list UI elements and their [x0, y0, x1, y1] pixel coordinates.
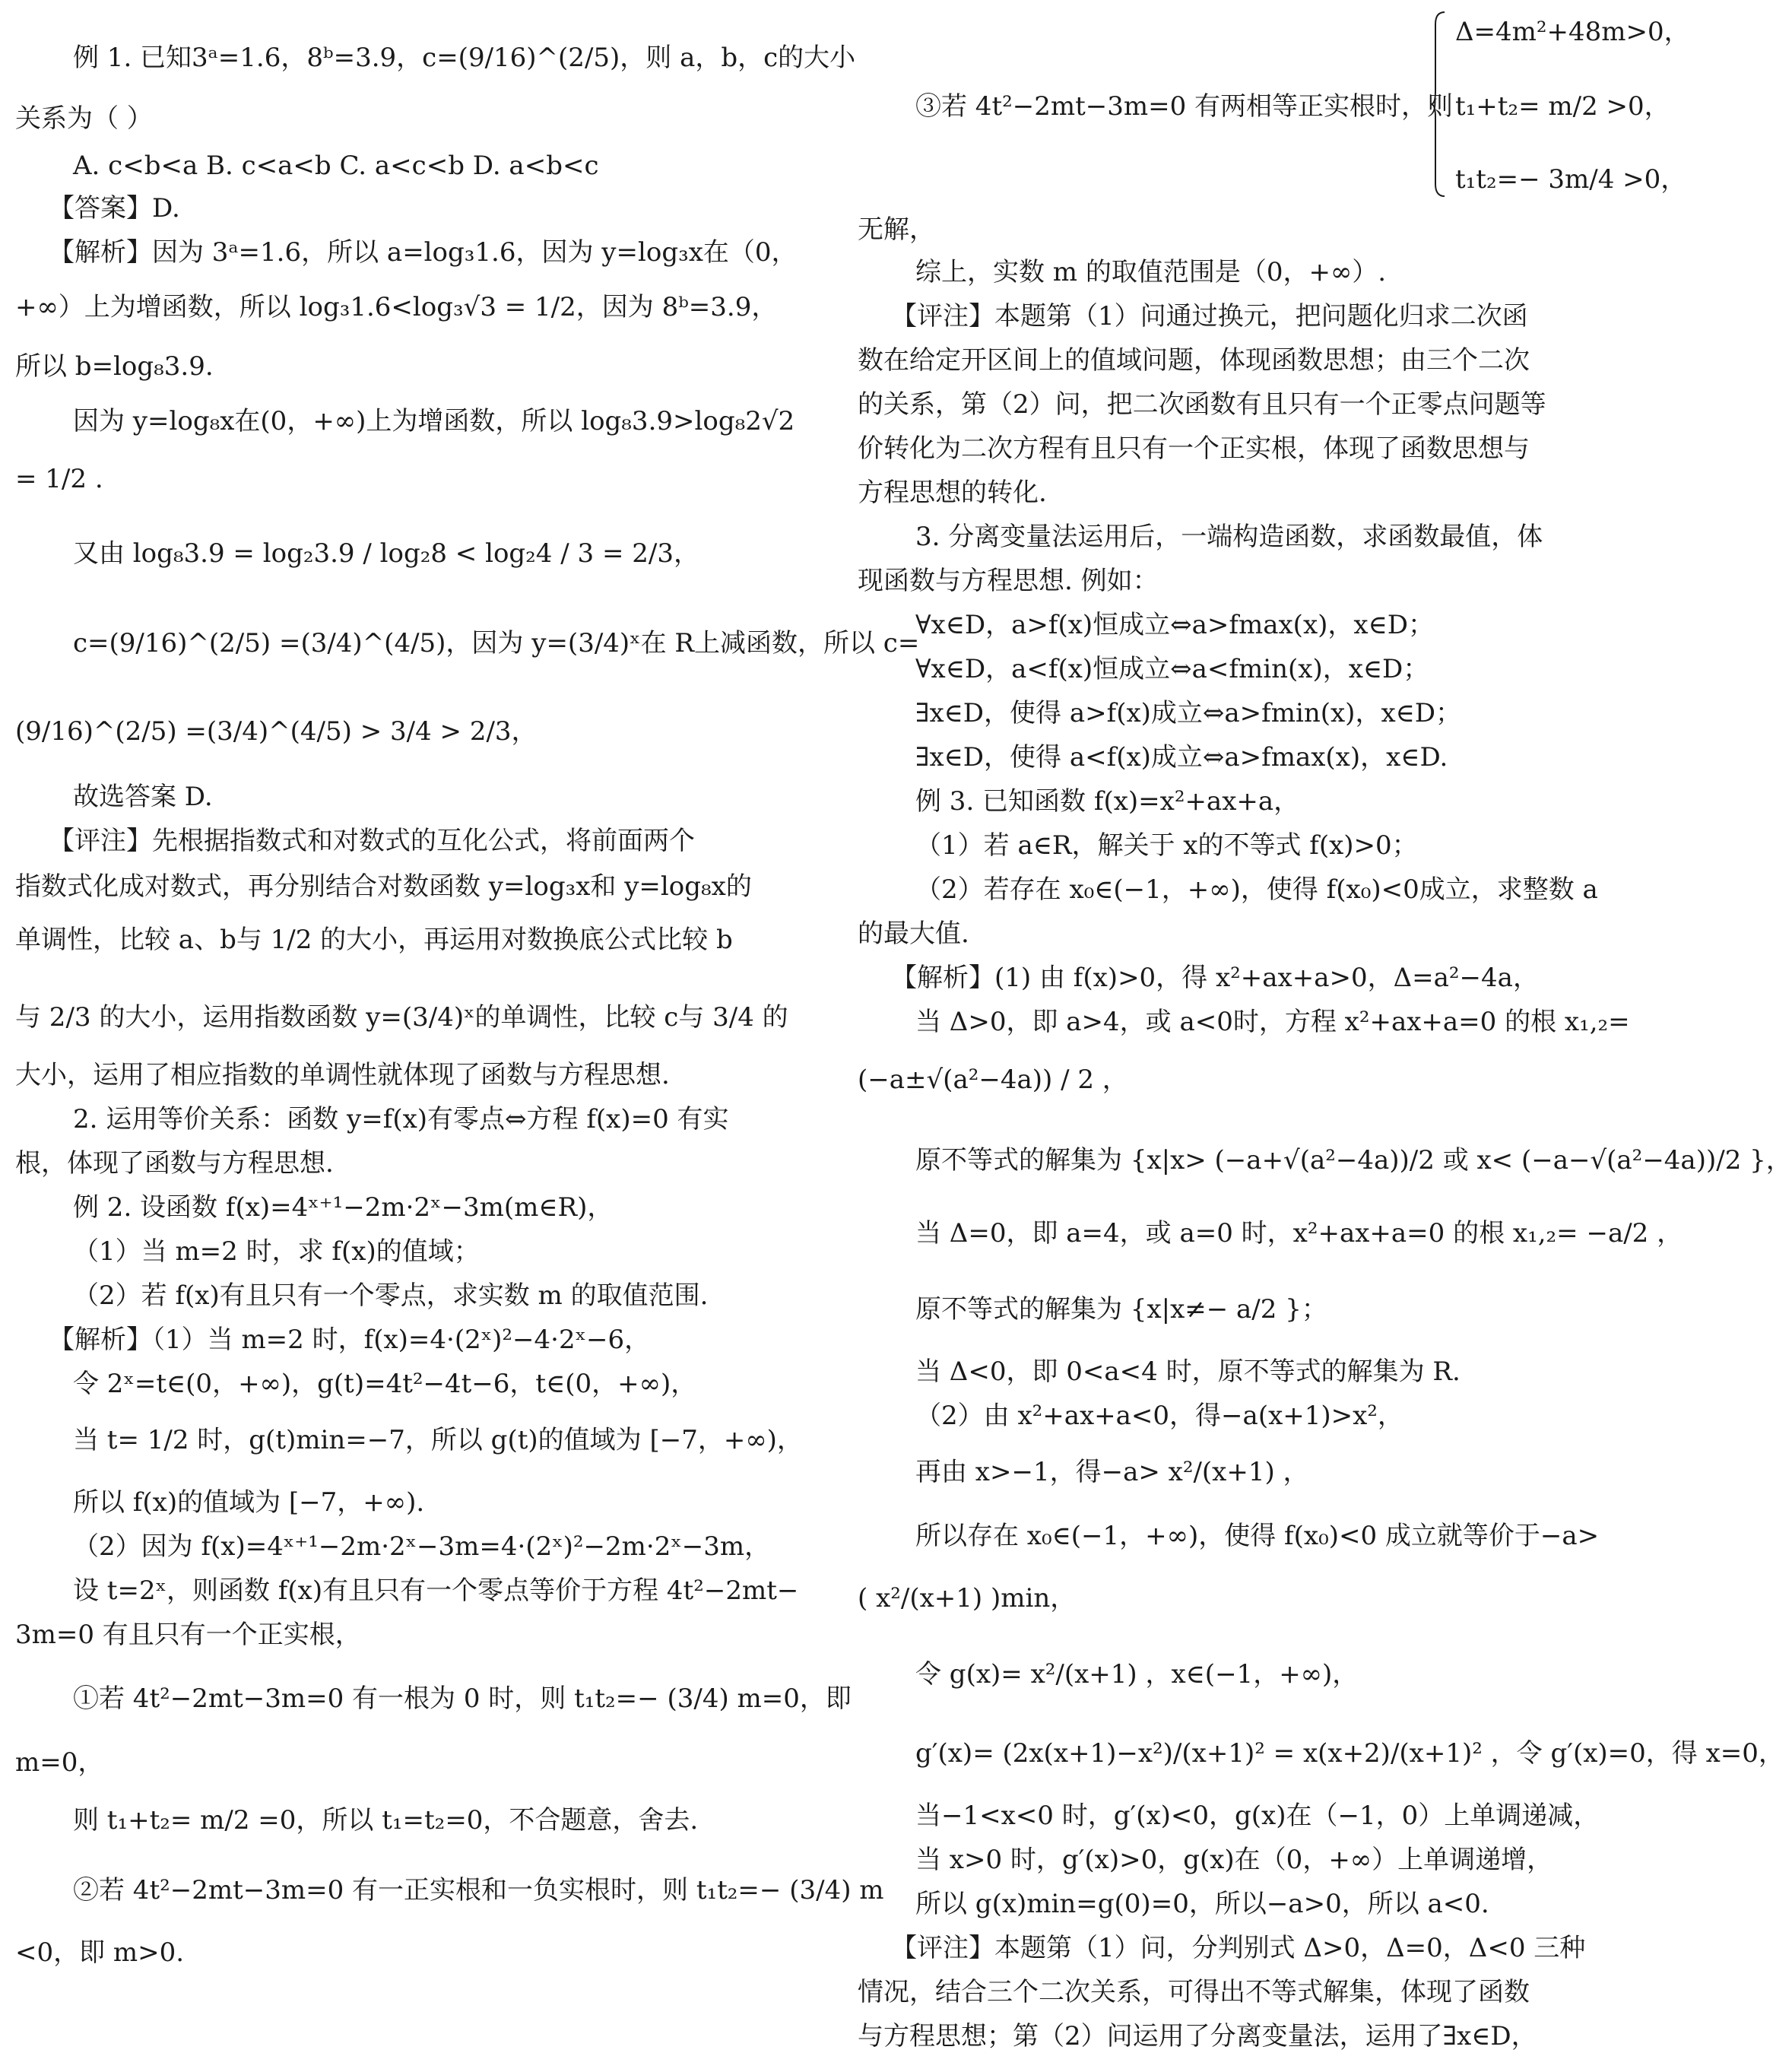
right-line-33: g′(x)= (2x(x+1)−x²)/(x+1)² = x(x+2)/(x+1)² ，令 g′(x)=0，得 x=0，	[915, 1738, 1784, 1769]
right-line-29: 再由 x>−1，得−a> x²/(x+1) ，	[915, 1457, 1309, 1487]
left-line-4: 【解析】因为 3ᵃ=1.6，所以 a=log₃1.6，因为 y=log₃x在（0，	[49, 237, 798, 268]
right-line-4: 无解，	[858, 214, 935, 245]
right-line-9: 价转化为二次方程有且只有一个正实根，体现了函数思想与	[858, 433, 1530, 464]
left-line-24: 令 2ˣ=t∈(0，+∞)，g(t)=4t²−4t−6，t∈(0，+∞)，	[73, 1369, 697, 1399]
right-line-36: 所以 g(x)min=g(0)=0，所以−a>0，所以 a<0.	[915, 1889, 1489, 1919]
left-line-21: （1）当 m=2 时，求 f(x)的值域；	[73, 1236, 480, 1267]
left-line-3: 【答案】D.	[49, 193, 180, 224]
right-line-34: 当−1<x<0 时，g′(x)<0，g(x)在（−1，0）上单调递减，	[915, 1801, 1600, 1831]
right-line-11: 3. 分离变量法运用后，一端构造函数，求函数最值，体	[915, 522, 1543, 552]
right-line-21: 【解析】(1) 由 f(x)>0，得 x²+ax+a>0，Δ=a²−4a，	[891, 963, 1539, 993]
right-line-14: ∀x∈D，a<f(x)恒成立⇔a<fmin(x)，x∈D；	[915, 654, 1429, 684]
left-line-13: 【评注】先根据指数式和对数式的互化公式，将前面两个	[49, 826, 695, 856]
left-line-29: 3m=0 有且只有一个正实根，	[15, 1620, 361, 1650]
left-line-30: ①若 4t²−2mt−3m=0 有一根为 0 时，则 t₁t₂=− (3/4) m=0，即	[73, 1683, 852, 1714]
right-line-12: 现函数与方程思想. 例如：	[858, 566, 1159, 596]
left-line-16: 与 2/3 的大小，运用指数函数 y=(3/4)ˣ的单调性，比较 c与 3/4 的	[15, 1002, 788, 1033]
left-line-1: 关系为（ ）	[15, 103, 153, 134]
right-line-28: （2）由 x²+ax+a<0，得−a(x+1)>x²，	[915, 1401, 1403, 1431]
right-line-1: ③若 4t²−2mt−3m=0 有两相等正实根时，则	[915, 91, 1454, 122]
right-line-27: 当 Δ<0，即 0<a<4 时，原不等式的解集为 R.	[915, 1357, 1461, 1387]
left-line-12: 故选答案 D.	[73, 782, 213, 812]
left-line-20: 例 2. 设函数 f(x)=4ˣ⁺¹−2m·2ˣ−3m(m∈R)，	[73, 1192, 614, 1223]
right-line-2: t₁+t₂= m/2 >0，	[1455, 91, 1670, 122]
left-line-8: = 1/2 .	[15, 464, 103, 494]
right-line-24: 原不等式的解集为 {x|x> (−a+√(a²−4a))/2 或 x< (−a−√(a²−4a))/2 }，	[915, 1145, 1792, 1176]
left-line-26: 所以 f(x)的值域为 [−7，+∞).	[73, 1487, 425, 1518]
left-line-6: 所以 b=log₈3.9.	[15, 351, 214, 382]
right-line-18: （1）若 a∈R，解关于 x的不等式 f(x)>0；	[915, 830, 1418, 861]
left-line-0: 例 1. 已知3ᵃ=1.6，8ᵇ=3.9，c=(9/16)^(2/5)，则 a，b，c的大小	[73, 43, 856, 73]
right-line-3: t₁t₂=− 3m/4 >0，	[1455, 164, 1687, 195]
right-line-19: （2）若存在 x₀∈(−1，+∞)，使得 f(x₀)<0成立，求整数 a	[915, 874, 1598, 905]
right-line-30: 所以存在 x₀∈(−1，+∞)，使得 f(x₀)<0 成立就等价于−a>	[915, 1521, 1600, 1551]
right-line-7: 数在给定开区间上的值域问题，体现函数思想；由三个二次	[858, 345, 1530, 376]
left-line-11: (9/16)^(2/5) =(3/4)^(4/5) > 3/4 > 2/3，	[15, 716, 538, 747]
right-line-6: 【评注】本题第（1）问通过换元，把问题化归求二次函	[891, 301, 1528, 332]
right-line-22: 当 Δ>0，即 a>4，或 a<0时，方程 x²+ax+a=0 的根 x₁,₂=	[915, 1007, 1630, 1037]
right-line-0: Δ=4m²+48m>0，	[1455, 17, 1690, 47]
right-line-26: 原不等式的解集为 {x|x≠− a/2 }；	[915, 1294, 1327, 1325]
right-line-8: 的关系，第（2）问，把二次函数有且只有一个正零点问题等	[858, 389, 1546, 420]
right-line-32: 令 g(x)= x²/(x+1) ，x∈(−1，+∞)，	[915, 1659, 1359, 1690]
right-line-16: ∃x∈D，使得 a<f(x)成立⇔a>fmax(x)，x∈D.	[915, 742, 1448, 773]
right-line-35: 当 x>0 时，g′(x)>0，g(x)在（0，+∞）上单调递增，	[915, 1845, 1553, 1875]
right-line-31: ( x²/(x+1) )min，	[858, 1583, 1077, 1614]
right-line-39: 与方程思想；第（2）问运用了分离变量法，运用了∃x∈D，	[858, 2021, 1537, 2051]
right-line-20: 的最大值.	[858, 919, 969, 949]
left-line-15: 单调性，比较 a、b与 1/2 的大小，再运用对数换底公式比较 b	[15, 925, 733, 955]
left-line-22: （2）若 f(x)有且只有一个零点，求实数 m 的取值范围.	[73, 1280, 709, 1311]
left-line-2: A. c<b<a B. c<a<b C. a<c<b D. a<b<c	[73, 151, 599, 181]
left-line-23: 【解析】（1）当 m=2 时，f(x)=4·(2ˣ)²−4·2ˣ−6，	[49, 1325, 651, 1355]
right-line-13: ∀x∈D，a>f(x)恒成立⇔a>fmax(x)，x∈D；	[915, 610, 1434, 640]
right-line-38: 情况，结合三个二次关系，可得出不等式解集，体现了函数	[858, 1977, 1530, 2007]
left-line-14: 指数式化成对数式，再分别结合对数函数 y=log₃x和 y=log₈x的	[15, 871, 752, 902]
left-line-33: ②若 4t²−2mt−3m=0 有一正实根和一负实根时，则 t₁t₂=− (3/4) m	[73, 1875, 884, 1905]
left-line-31: m=0，	[15, 1747, 104, 1778]
right-line-17: 例 3. 已知函数 f(x)=x²+ax+a，	[915, 786, 1300, 817]
left-line-17: 大小，运用了相应指数的单调性就体现了函数与方程思想.	[15, 1060, 670, 1090]
left-line-18: 2. 运用等价关系：函数 y=f(x)有零点⇔方程 f(x)=0 有实	[73, 1104, 729, 1134]
left-line-34: <0，即 m>0.	[15, 1937, 185, 1968]
left-line-28: 设 t=2ˣ，则函数 f(x)有且只有一个零点等价于方程 4t²−2mt−	[73, 1575, 799, 1606]
right-line-37: 【评注】本题第（1）问，分判别式 Δ>0，Δ=0，Δ<0 三种	[891, 1933, 1586, 1963]
left-line-19: 根，体现了函数与方程思想.	[15, 1148, 334, 1179]
left-line-9: 又由 log₈3.9 = log₂3.9 / log₂8 < log₂4 / 3 = 2/3，	[73, 538, 699, 569]
left-line-5: +∞）上为增函数，所以 log₃1.6<log₃√3 = 1/2，因为 8ᵇ=3.9，	[15, 292, 778, 322]
right-line-10: 方程思想的转化.	[858, 478, 1047, 508]
right-line-25: 当 Δ=0，即 a=4，或 a=0 时，x²+ax+a=0 的根 x₁,₂= −a/2 ，	[915, 1218, 1683, 1249]
left-line-25: 当 t= 1/2 时，g(t)min=−7，所以 g(t)的值域为 [−7，+∞)，	[73, 1425, 803, 1455]
left-line-10: c=(9/16)^(2/5) =(3/4)^(4/5)，因为 y=(3/4)ˣ在 R上减函数，所以 c=	[73, 628, 920, 658]
left-line-7: 因为 y=log₈x在(0，+∞)上为增函数，所以 log₈3.9>log₈2√2	[73, 406, 795, 436]
left-line-32: 则 t₁+t₂= m/2 =0，所以 t₁=t₂=0，不合题意，舍去.	[73, 1805, 699, 1836]
right-line-23: (−a±√(a²−4a)) / 2 ，	[858, 1065, 1128, 1095]
right-line-5: 综上，实数 m 的取值范围是（0，+∞）.	[915, 257, 1387, 287]
left-line-27: （2）因为 f(x)=4ˣ⁺¹−2m·2ˣ−3m=4·(2ˣ)²−2m·2ˣ−3m，	[73, 1531, 771, 1562]
right-line-15: ∃x∈D，使得 a>f(x)成立⇔a>fmin(x)，x∈D；	[915, 698, 1462, 728]
